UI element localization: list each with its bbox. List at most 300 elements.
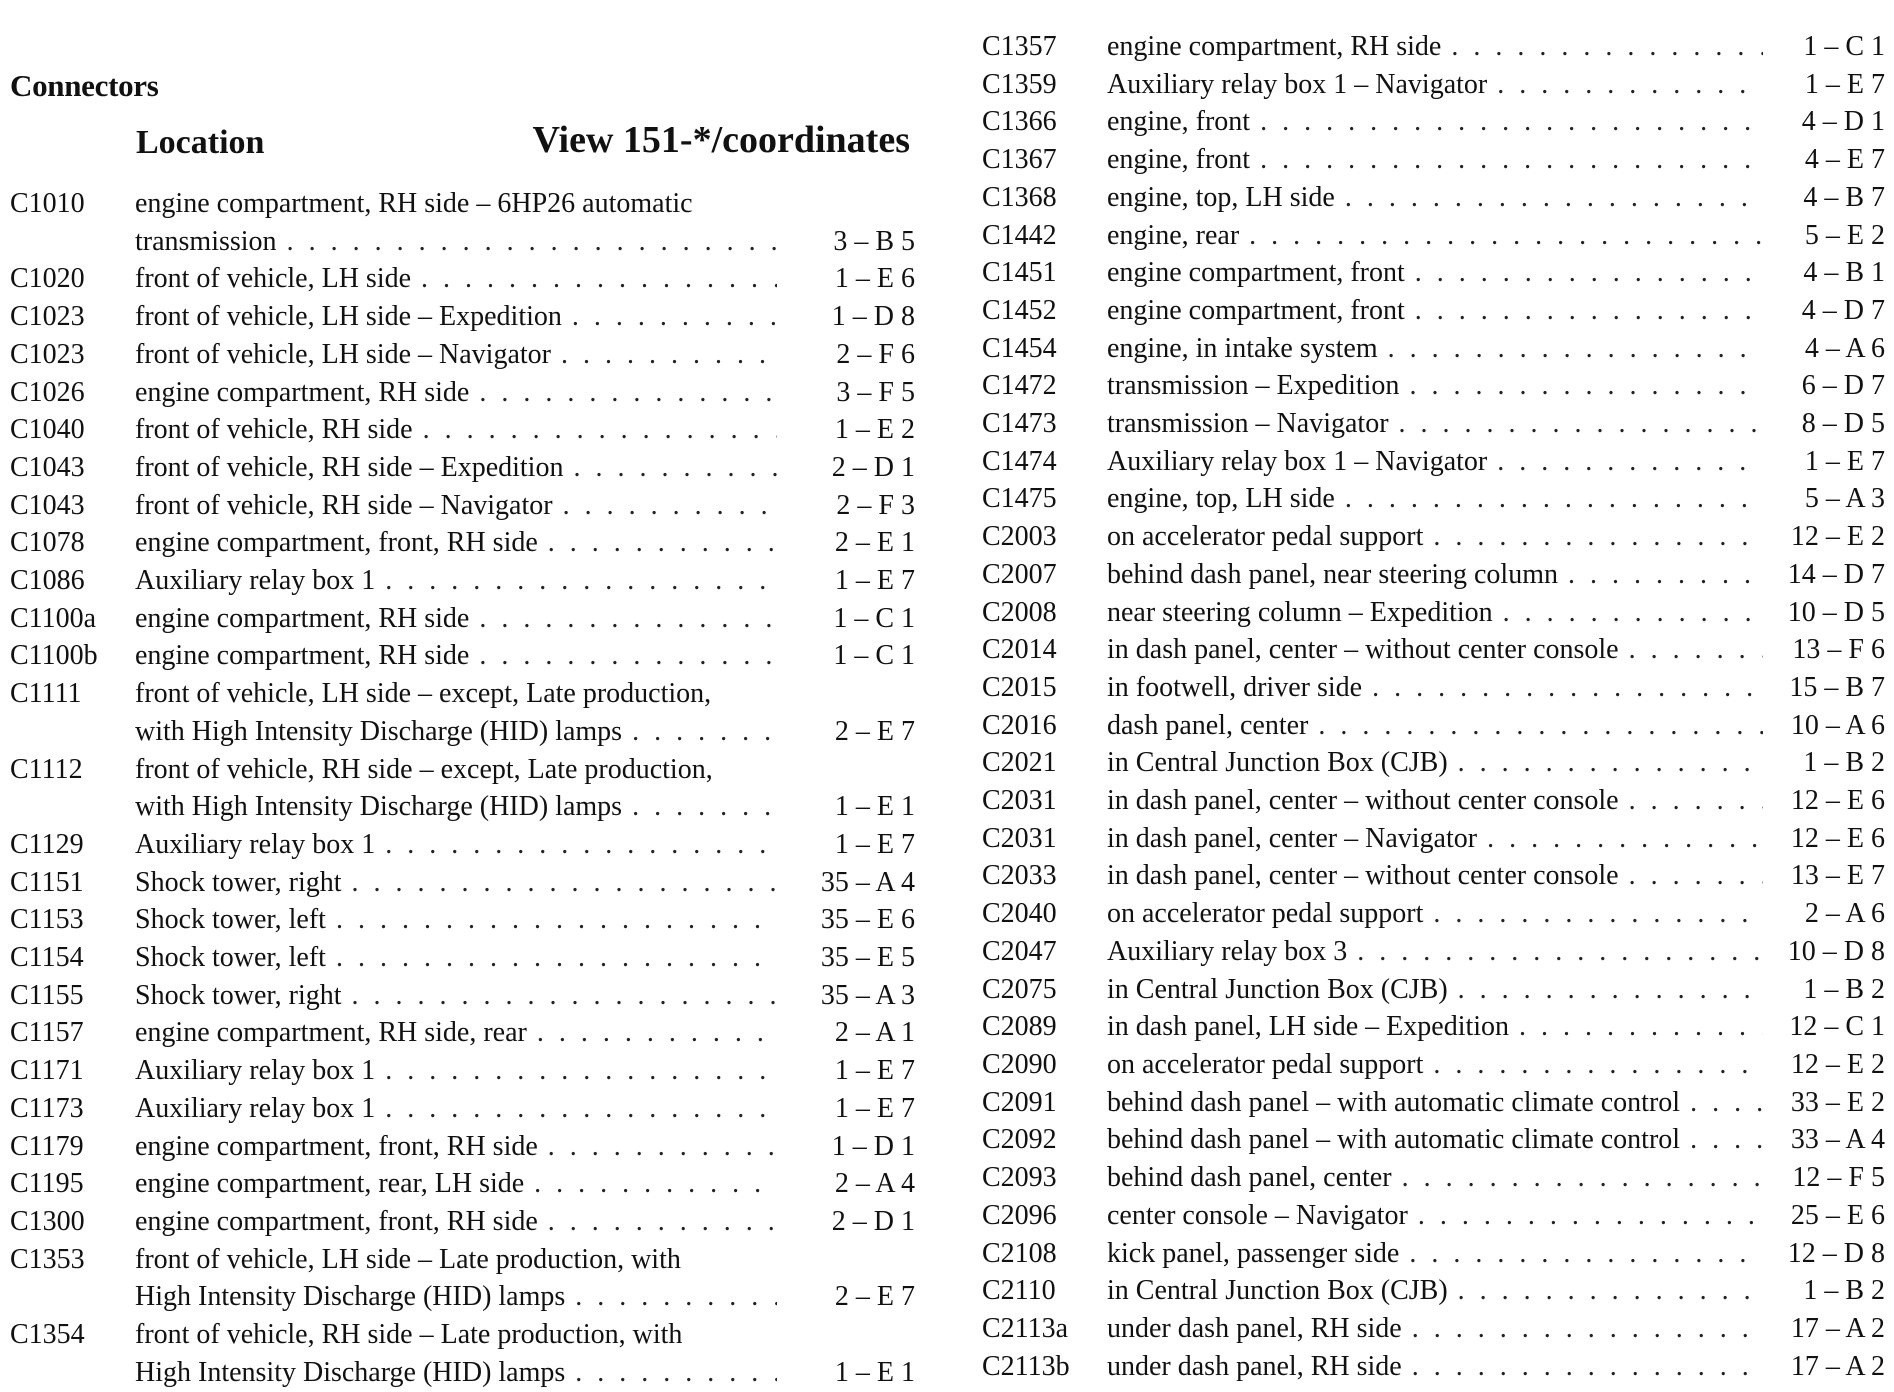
- dot-leader: [534, 1165, 777, 1203]
- connector-row: [10, 1241, 915, 1316]
- connector-row: [10, 1014, 915, 1052]
- view-coordinate: 4 – D 1: [1801, 106, 1885, 138]
- connector-code: C1442: [982, 219, 1057, 251]
- connector-code: C2031: [982, 785, 1057, 817]
- view-coordinate: 12 – E 2: [1790, 521, 1885, 553]
- connector-row: [10, 524, 915, 562]
- connector-code: C1154: [10, 942, 84, 974]
- connector-row: [982, 857, 1885, 895]
- view-coordinate: 1 – E 7: [834, 565, 915, 597]
- dot-leader: [1487, 820, 1763, 858]
- connector-row: [982, 971, 1885, 1009]
- connector-row: [982, 1121, 1885, 1159]
- connector-location: front of vehicle, RH side – Late production, with: [135, 1319, 683, 1351]
- connector-row: [982, 1310, 1885, 1348]
- view-coordinate: 1 – B 2: [1803, 747, 1885, 779]
- view-coordinate: 35 – A 3: [820, 979, 915, 1011]
- view-coordinate: 1 – C 1: [833, 602, 915, 634]
- dot-leader: [1418, 1197, 1763, 1235]
- connector-location: engine, top, LH side: [1107, 181, 1335, 213]
- dot-leader: [1503, 594, 1763, 632]
- dot-leader: [1402, 1159, 1763, 1197]
- connector-row: [982, 1008, 1885, 1046]
- dot-leader: [421, 260, 777, 298]
- dot-leader: [575, 1278, 777, 1316]
- connector-location: engine compartment, front, RH side: [135, 527, 538, 559]
- connector-location: Auxiliary relay box 1: [135, 1092, 376, 1124]
- connector-code: C1155: [10, 979, 84, 1011]
- dot-leader: [1409, 1235, 1763, 1273]
- view-coordinate: 4 – D 7: [1801, 294, 1885, 326]
- dot-leader: [573, 449, 777, 487]
- view-coordinate: 2 – D 1: [831, 1205, 915, 1237]
- connector-row: [10, 411, 915, 449]
- view-coordinate: 10 – D 8: [1787, 935, 1885, 967]
- view-coordinate: 12 – D 8: [1787, 1237, 1885, 1269]
- view-coordinate: 1 – E 7: [834, 828, 915, 860]
- connector-location: engine compartment, RH side: [1107, 31, 1442, 62]
- view-coordinate: 17 – A 2: [1790, 1350, 1885, 1382]
- connector-location: front of vehicle, LH side: [135, 263, 412, 295]
- dot-leader: [1690, 1084, 1763, 1122]
- dot-leader: [385, 562, 777, 600]
- connector-code: C2108: [982, 1237, 1057, 1269]
- dot-leader: [479, 374, 777, 412]
- connector-code: C1023: [10, 338, 85, 370]
- connector-location: front of vehicle, LH side – Navigator: [135, 338, 551, 370]
- view-coordinate: 25 – E 6: [1790, 1199, 1885, 1231]
- dot-leader: [1260, 141, 1763, 179]
- connector-code: C1179: [10, 1130, 84, 1162]
- connector-location: Auxiliary relay box 1 – Navigator: [1107, 68, 1488, 100]
- connector-code: C1043: [10, 489, 85, 521]
- connector-location: near steering column – Expedition: [1107, 596, 1493, 628]
- connector-location: Auxiliary relay box 1: [135, 828, 376, 860]
- connector-code: C1026: [10, 376, 85, 408]
- connector-location: behind dash panel – with automatic climate control: [1107, 1086, 1681, 1118]
- connector-location: behind dash panel – with automatic climate control: [1107, 1124, 1681, 1156]
- view-coordinate: 5 – E 2: [1804, 219, 1885, 251]
- connector-row: [982, 292, 1885, 330]
- connector-row: [10, 826, 915, 864]
- connector-location: transmission – Expedition: [1107, 370, 1400, 402]
- dot-leader: [1629, 631, 1763, 669]
- dot-leader: [1458, 971, 1763, 1009]
- section-title: Connectors: [10, 68, 159, 103]
- view-coordinate: 1 – D 1: [831, 1130, 915, 1162]
- connector-row: [10, 449, 915, 487]
- connector-row: [10, 298, 915, 336]
- view-coordinate: 1 – E 1: [834, 791, 915, 823]
- view-coordinate: 2 – D 1: [831, 451, 915, 483]
- connector-code: C2091: [982, 1086, 1057, 1118]
- connector-location: engine compartment, RH side, rear: [135, 1017, 527, 1049]
- view-coordinate: 15 – B 7: [1789, 671, 1885, 703]
- connector-row: [982, 141, 1885, 179]
- connector-location: engine, in intake system: [1107, 332, 1378, 364]
- connector-location: behind dash panel, near steering column: [1107, 558, 1558, 590]
- connector-code: C2015: [982, 671, 1057, 703]
- connector-code: C1359: [982, 68, 1057, 100]
- dot-leader: [1345, 480, 1763, 518]
- connector-code: C1043: [10, 451, 85, 483]
- view-coordinate: 4 – E 7: [1804, 144, 1885, 176]
- connector-row: [982, 1046, 1885, 1084]
- connector-location: Shock tower, left: [135, 904, 326, 936]
- connector-code: C1129: [10, 828, 84, 860]
- connector-location: in dash panel, LH side – Expedition: [1107, 1011, 1510, 1043]
- connector-location: front of vehicle, RH side: [135, 414, 413, 446]
- dot-leader: [1372, 669, 1763, 707]
- view-coordinate: 2 – F 3: [836, 489, 915, 521]
- connector-location: engine compartment, front: [1107, 257, 1405, 289]
- connector-row: [10, 562, 915, 600]
- connector-location: on accelerator pedal support: [1107, 521, 1424, 553]
- connector-location: in dash panel, center – without center console: [1107, 785, 1619, 817]
- dot-leader: [352, 864, 777, 902]
- connector-location: under dash panel, RH side: [1107, 1350, 1402, 1382]
- connector-code: C1472: [982, 370, 1057, 402]
- dot-leader: [1629, 782, 1763, 820]
- view-coordinate: 10 – A 6: [1790, 709, 1885, 741]
- connector-code: C2040: [982, 898, 1057, 930]
- view-coordinate: 35 – E 6: [820, 904, 915, 936]
- view-coordinate: 1 – B 2: [1803, 1275, 1885, 1307]
- connector-row: [982, 1272, 1885, 1310]
- view-coordinate: 17 – A 2: [1790, 1312, 1885, 1344]
- dot-leader: [548, 1203, 777, 1241]
- connector-code: C1010: [10, 188, 85, 219]
- connector-row: [982, 594, 1885, 632]
- connector-code: C1454: [982, 332, 1057, 364]
- connector-row: [982, 405, 1885, 443]
- connector-code: C1354: [10, 1319, 85, 1351]
- view-coordinate: 13 – F 6: [1792, 634, 1885, 666]
- connector-row: [982, 330, 1885, 368]
- dot-leader: [1388, 330, 1763, 368]
- view-coordinate: 1 – E 1: [834, 1356, 915, 1388]
- dot-leader: [1451, 28, 1763, 66]
- dot-leader: [1260, 103, 1763, 141]
- connector-code: C1367: [982, 144, 1057, 176]
- connector-location: front of vehicle, RH side – Navigator: [135, 489, 553, 521]
- connector-code: C1040: [10, 414, 85, 446]
- dot-leader: [632, 713, 777, 751]
- view-coordinate: 1 – E 7: [834, 1092, 915, 1124]
- dot-leader: [423, 411, 777, 449]
- dot-leader: [1409, 367, 1763, 405]
- view-coordinate: 8 – D 5: [1801, 408, 1885, 440]
- view-coordinate: 2 – A 4: [834, 1168, 915, 1200]
- view-coordinate: 2 – E 1: [834, 527, 915, 559]
- dot-leader: [1690, 1121, 1763, 1159]
- connector-row: [982, 707, 1885, 745]
- connector-code: C1475: [982, 483, 1057, 515]
- view-coordinate: 1 – C 1: [1803, 31, 1885, 62]
- connector-location: with High Intensity Discharge (HID) lamps: [135, 791, 623, 823]
- connector-row: [10, 1128, 915, 1166]
- connector-code: C2008: [982, 596, 1057, 628]
- connector-row: [982, 254, 1885, 292]
- connector-row: [10, 374, 915, 412]
- connector-location: in Central Junction Box (CJB): [1107, 973, 1448, 1005]
- view-coordinate: 5 – A 3: [1804, 483, 1885, 515]
- connector-code: C2033: [982, 860, 1057, 892]
- connector-row: [982, 179, 1885, 217]
- connector-code: C1023: [10, 301, 85, 333]
- connector-location: engine compartment, rear, LH side: [135, 1168, 525, 1200]
- connector-code: C1086: [10, 565, 85, 597]
- connector-row: [10, 487, 915, 525]
- connector-location: in dash panel, center – Navigator: [1107, 822, 1478, 854]
- connector-code: C1368: [982, 181, 1057, 213]
- connector-location: in Central Junction Box (CJB): [1107, 747, 1448, 779]
- connector-location: engine compartment, RH side – 6HP26 automatic: [135, 188, 693, 219]
- connector-row: [10, 1316, 915, 1391]
- connector-code: C1366: [982, 106, 1057, 138]
- dot-leader: [575, 1354, 777, 1392]
- connector-row: [982, 820, 1885, 858]
- connector-location: kick panel, passenger side: [1107, 1237, 1400, 1269]
- connector-row: [982, 480, 1885, 518]
- connector-location: front of vehicle, LH side – except, Late production,: [135, 678, 712, 710]
- connector-row: [982, 782, 1885, 820]
- dot-leader: [572, 298, 777, 336]
- dot-leader: [1433, 1046, 1763, 1084]
- connector-location: engine, front: [1107, 144, 1251, 176]
- connector-row: [982, 895, 1885, 933]
- connector-code: C1100a: [10, 602, 97, 634]
- connector-row: [10, 1052, 915, 1090]
- connector-row: [982, 367, 1885, 405]
- left-connector-list: [10, 185, 915, 1392]
- connector-code: C2092: [982, 1124, 1057, 1156]
- dot-leader: [336, 939, 777, 977]
- connector-row: [982, 1348, 1885, 1386]
- dot-leader: [1415, 254, 1763, 292]
- view-coordinate: 3 – F 5: [836, 376, 915, 408]
- dot-leader: [1399, 405, 1763, 443]
- dot-leader: [537, 1014, 777, 1052]
- view-coordinate: 1 – E 7: [1804, 445, 1885, 477]
- connector-code: C2110: [982, 1275, 1056, 1307]
- view-coordinate: 10 – D 5: [1787, 596, 1885, 628]
- connector-row: [10, 1090, 915, 1128]
- connector-row: [10, 637, 915, 675]
- connector-code: C1452: [982, 294, 1057, 326]
- connector-code: C1100b: [10, 640, 98, 672]
- view-coordinate: 1 – E 7: [1804, 68, 1885, 100]
- connector-code: C2090: [982, 1048, 1057, 1080]
- dot-leader: [1357, 933, 1763, 971]
- connector-row: [10, 901, 915, 939]
- connector-location: front of vehicle, RH side – except, Late production,: [135, 753, 713, 785]
- connector-row: [10, 751, 915, 826]
- connector-code: C2003: [982, 521, 1057, 553]
- view-coordinate: 33 – A 4: [1790, 1124, 1885, 1156]
- connector-code: C1300: [10, 1205, 85, 1237]
- dot-leader: [1412, 1348, 1763, 1386]
- connector-location: engine compartment, front, RH side: [135, 1130, 538, 1162]
- connector-location: Shock tower, right: [135, 866, 342, 898]
- connector-code: C2096: [982, 1199, 1057, 1231]
- connector-location: engine compartment, front: [1107, 294, 1405, 326]
- connector-row: [10, 675, 915, 750]
- dot-leader: [385, 826, 777, 864]
- view-coordinate: 2 – A 1: [834, 1017, 915, 1049]
- dot-leader: [1249, 217, 1763, 255]
- dot-leader: [352, 977, 777, 1015]
- dot-leader: [479, 637, 777, 675]
- dot-leader: [1458, 744, 1763, 782]
- connector-row: [982, 443, 1885, 481]
- connector-code: C1195: [10, 1168, 84, 1200]
- view-coordinate: 1 – E 2: [834, 414, 915, 446]
- connector-location: engine compartment, RH side: [135, 602, 470, 634]
- view-coordinate: 4 – B 7: [1803, 181, 1885, 213]
- dot-leader: [1345, 179, 1763, 217]
- dot-leader: [1412, 1310, 1763, 1348]
- connector-location: Auxiliary relay box 1: [135, 1055, 376, 1087]
- connector-location: Auxiliary relay box 1: [135, 565, 376, 597]
- connector-location: engine, front: [1107, 106, 1251, 138]
- connector-row: [982, 933, 1885, 971]
- dot-leader: [385, 1052, 777, 1090]
- connector-location: under dash panel, RH side: [1107, 1312, 1402, 1344]
- view-coordinate: 1 – C 1: [833, 640, 915, 672]
- connector-code: C1153: [10, 904, 84, 936]
- connector-code: C1474: [982, 445, 1057, 477]
- view-coordinate: 1 – E 7: [834, 1055, 915, 1087]
- view-coordinate: 1 – E 6: [834, 263, 915, 295]
- dot-leader: [1497, 443, 1763, 481]
- connector-location: Shock tower, left: [135, 942, 326, 974]
- connector-row: [10, 1165, 915, 1203]
- connector-row: [10, 600, 915, 638]
- connector-code: C1357: [982, 31, 1057, 62]
- view-coordinate: 12 – E 6: [1790, 785, 1885, 817]
- view-coordinate: 33 – E 2: [1790, 1086, 1885, 1118]
- connector-location: in dash panel, center – without center console: [1107, 634, 1619, 666]
- view-coordinate: 3 – B 5: [833, 225, 915, 257]
- connector-row: [982, 66, 1885, 104]
- connector-row: [982, 631, 1885, 669]
- connector-location: Shock tower, right: [135, 979, 342, 1011]
- connector-row: [982, 669, 1885, 707]
- dot-leader: [548, 524, 777, 562]
- view-coordinate: 35 – A 4: [820, 866, 915, 898]
- connector-code: C1112: [10, 753, 83, 785]
- connector-code: C1173: [10, 1092, 84, 1124]
- connector-code: C2113a: [982, 1312, 1069, 1344]
- connector-location: in footwell, driver side: [1107, 671, 1363, 703]
- connector-code: C1473: [982, 408, 1057, 440]
- connector-code: C1151: [10, 866, 84, 898]
- connector-location: on accelerator pedal support: [1107, 898, 1424, 930]
- dot-leader: [1433, 518, 1763, 556]
- connector-row: [982, 28, 1885, 66]
- connector-row: [10, 185, 915, 260]
- connector-row: [982, 1197, 1885, 1235]
- connector-row: [10, 1203, 915, 1241]
- connector-row: [10, 939, 915, 977]
- connector-code: C2089: [982, 1011, 1057, 1043]
- view-coordinate: 2 – E 7: [834, 1281, 915, 1313]
- connector-row: [10, 336, 915, 374]
- view-coordinate: 6 – D 7: [1801, 370, 1885, 402]
- dot-leader: [561, 336, 777, 374]
- connector-location: engine compartment, RH side: [135, 376, 470, 408]
- connector-row: [10, 977, 915, 1015]
- dot-leader: [1318, 707, 1763, 745]
- connector-code: C2047: [982, 935, 1057, 967]
- connector-location: engine, top, LH side: [1107, 483, 1335, 515]
- connector-code: C2016: [982, 709, 1057, 741]
- connector-row: [982, 744, 1885, 782]
- connector-row: [982, 217, 1885, 255]
- view-coordinate: 2 – E 7: [834, 715, 915, 747]
- connector-code: C2093: [982, 1162, 1057, 1194]
- view-coordinate: 1 – D 8: [831, 301, 915, 333]
- connector-location: in Central Junction Box (CJB): [1107, 1275, 1448, 1307]
- connector-row: [982, 1235, 1885, 1273]
- dot-leader: [1458, 1272, 1763, 1310]
- dot-leader: [336, 901, 777, 939]
- connector-code: C1111: [10, 678, 82, 710]
- view-coordinate: 1 – B 2: [1803, 973, 1885, 1005]
- view-coordinate: 4 – B 1: [1803, 257, 1885, 289]
- connector-row: [10, 864, 915, 902]
- connector-location: in dash panel, center – without center console: [1107, 860, 1619, 892]
- connector-row: [982, 518, 1885, 556]
- connector-code: C2007: [982, 558, 1057, 590]
- view-coordinate: 12 – F 5: [1792, 1162, 1885, 1194]
- connector-code: C2031: [982, 822, 1057, 854]
- connector-location: engine, rear: [1107, 219, 1240, 251]
- view-coordinate: 2 – F 6: [836, 338, 915, 370]
- connector-code: C1451: [982, 257, 1057, 289]
- dot-leader: [1415, 292, 1763, 330]
- connector-location: behind dash panel, center: [1107, 1162, 1392, 1194]
- view-coordinates-column-header: View 151-*/coordinates: [532, 119, 910, 161]
- dot-leader: [563, 487, 777, 525]
- connector-code: C1353: [10, 1243, 85, 1275]
- connector-code: C1157: [10, 1017, 84, 1049]
- connector-code: C2014: [982, 634, 1057, 666]
- connector-row: [10, 260, 915, 298]
- connector-location: transmission – Navigator: [1107, 408, 1389, 440]
- connector-code: C2113b: [982, 1350, 1070, 1382]
- view-coordinate: 12 – E 2: [1790, 1048, 1885, 1080]
- dot-leader: [1497, 66, 1763, 104]
- connector-code: C1078: [10, 527, 85, 559]
- connector-row: [982, 1084, 1885, 1122]
- connector-location: with High Intensity Discharge (HID) lamps: [135, 715, 623, 747]
- dot-leader: [1568, 556, 1763, 594]
- dot-leader: [385, 1090, 777, 1128]
- connector-row: [982, 1159, 1885, 1197]
- view-coordinate: 13 – E 7: [1790, 860, 1885, 892]
- dot-leader: [287, 223, 777, 261]
- right-connector-list: [982, 28, 1885, 1385]
- dot-leader: [1433, 895, 1763, 933]
- connector-row: [982, 103, 1885, 141]
- connector-code: C2075: [982, 973, 1057, 1005]
- connector-location: Auxiliary relay box 1 – Navigator: [1107, 445, 1488, 477]
- connector-location: engine compartment, front, RH side: [135, 1205, 538, 1237]
- dot-leader: [1519, 1008, 1763, 1046]
- dot-leader: [548, 1128, 777, 1166]
